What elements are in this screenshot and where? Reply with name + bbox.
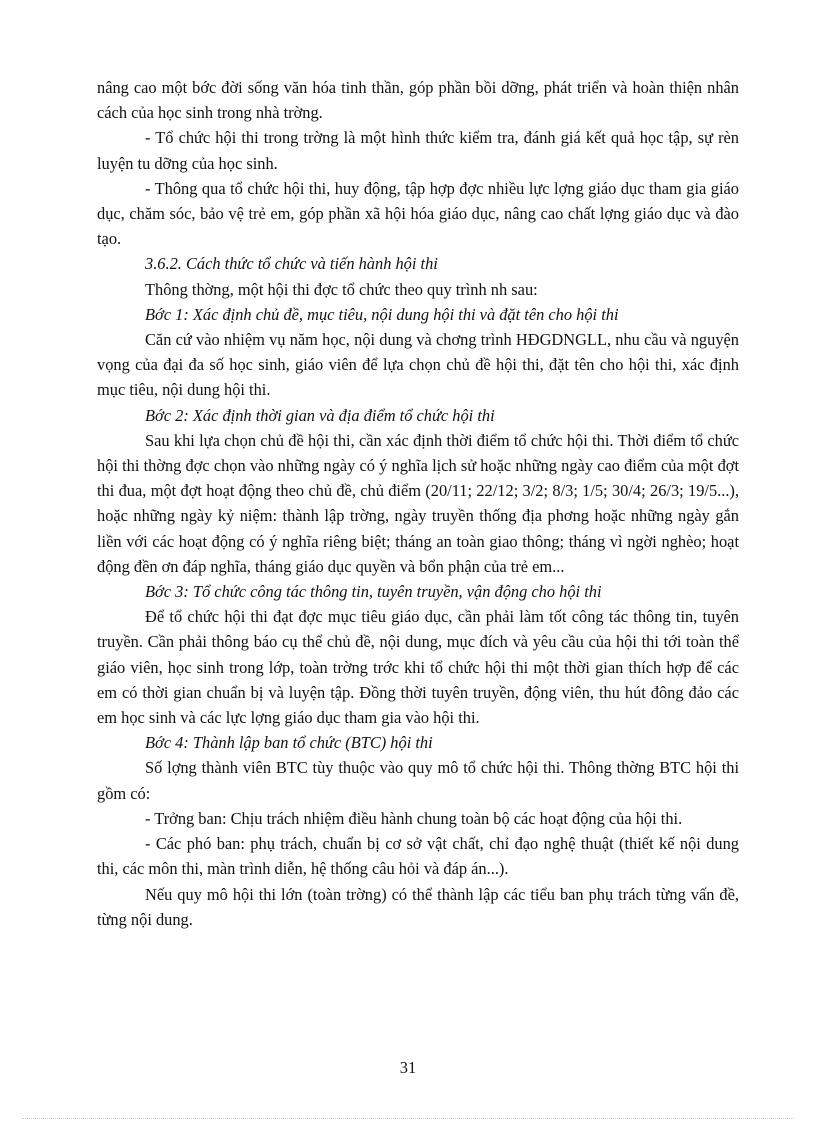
paragraph-intro-continuation: nâng cao một bớc đời sống văn hóa tinh thần, góp phần bồi dỡng, phát triển và hoàn thiện nhân cách của học sinh trong nhà trờng.	[97, 78, 739, 123]
paragraph-bullet-mobilization: - Thông qua tổ chức hội thi, huy động, tập hợp đợc nhiều lực lợng giáo dục tham gia giáo dục, chăm sóc, bảo vệ trẻ em, góp phần xã hội hóa giáo dục, nâng cao chất lợng giáo dục và đào tạo.	[97, 178, 739, 249]
page-number: 31	[399, 1058, 417, 1077]
step-4-subcommittees: Nếu quy mô hội thi lớn (toàn trờng) có thể thành lập các tiểu ban phụ trách từng vấn đề, từng nội dung.	[97, 884, 739, 929]
step-4-bullet-head: - Trởng ban: Chịu trách nhiệm điều hành chung toàn bộ các hoạt động của hội thi.	[145, 808, 683, 828]
step-1-heading: Bớc 1: Xác định chủ đề, mục tiêu, nội dung hội thi và đặt tên cho hội thi	[145, 304, 619, 324]
step-2-body: Sau khi lựa chọn chủ đề hội thi, cần xác định thời điểm tổ chức hội thi. Thời điểm tổ chức hội thi thờng đợc chọn vào những ngày có ý nghĩa lịch sử hoặc những ngày cao điểm của một đợt thi đua, một đợt hoạt động theo chủ đề, chủ điểm (20/11; 22/12; 3/2; 8/3; 1/5; 30/4; 26/3; 19/5...), hoặc những ngày kỷ niệm: thành lập trờng, ngày truyền thống địa phơng hoặc những ngày gắn liền với các hoạt động có ý nghĩa riêng biệt; tháng an toàn giao thông; tháng vì ngời nghèo; hoạt động đền ơn đáp nghĩa, tháng giáo dục quyền và bổn phận của trẻ em...	[97, 430, 739, 576]
step-4-heading: Bớc 4: Thành lập ban tổ chức (BTC) hội thi	[145, 733, 433, 753]
paragraph-bullet-assessment: - Tổ chức hội thi trong trờng là một hình thức kiểm tra, đánh giá kết quả học tập, sự rèn luyện tu dỡng của học sinh.	[97, 128, 739, 173]
section-heading-3-6-2: 3.6.2. Cách thức tổ chức và tiến hành hội thi	[145, 254, 438, 274]
step-4-body: Số lợng thành viên BTC tùy thuộc vào quy mô tổ chức hội thi. Thông thờng BTC hội thi gồm có:	[97, 758, 739, 803]
step-4-bullet-deputies: - Các phó ban: phụ trách, chuẩn bị cơ sở vật chất, chỉ đạo nghệ thuật (thiết kế nội dung thi, các môn thi, màn trình diễn, hệ thống câu hỏi và đáp án...).	[97, 834, 739, 879]
step-2-heading: Bớc 2: Xác định thời gian và địa điểm tổ chức hội thi	[145, 405, 495, 425]
step-3-heading: Bớc 3: Tổ chức công tác thông tin, tuyên truyền, vận động cho hội thi	[145, 582, 602, 602]
page-bottom-divider	[22, 1118, 794, 1119]
paragraph-process-intro: Thông thờng, một hội thi đợc tổ chức theo quy trình nh sau:	[145, 279, 538, 299]
step-3-body: Để tổ chức hội thi đạt đợc mục tiêu giáo dục, cần phải làm tốt công tác thông tin, tuyên truyền. Cần phải thông báo cụ thể chủ đề, nội dung, mục đích và yêu cầu của hội thi tới toàn thể giáo viên, học sinh trong lớp, toàn trờng trớc khi tổ chức hội thi một thời gian thích hợp để các em có thời gian chuẩn bị và luyện tập. Đồng thời tuyên truyền, động viên, thu hút đông đảo các em học sinh và các lực lợng giáo dục tham gia vào hội thi.	[97, 607, 739, 728]
step-1-body: Căn cứ vào nhiệm vụ năm học, nội dung và chơng trình HĐGDNGLL, nhu cầu và nguyện vọng của đại đa số học sinh, giáo viên để lựa chọn chủ đề hội thi, đặt tên cho hội thi, xác định mục tiêu, nội dung hội thi.	[97, 330, 739, 400]
document-body	[97, 75, 739, 932]
